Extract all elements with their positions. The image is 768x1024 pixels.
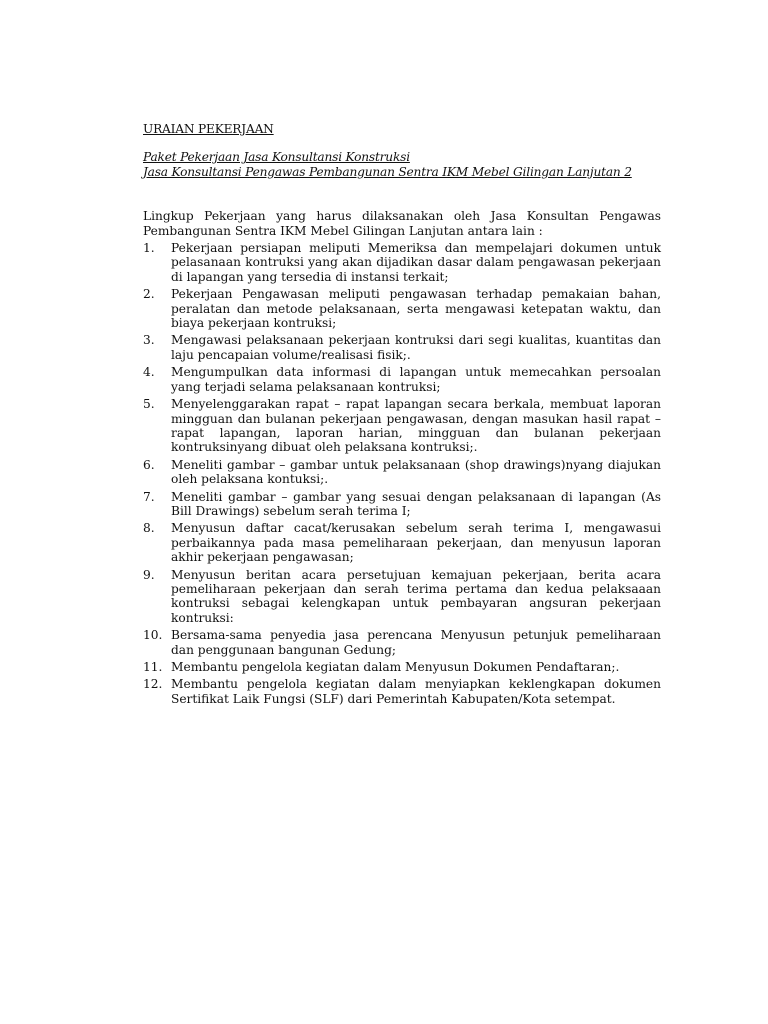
- item-text: Pekerjaan Pengawasan meliputi pengawasan terhadap pemakaian bahan, peralatan dan metode pelaksanaan, serta mengawasi ketepatan waktu, dan biaya pekerjaan kontruksi;: [171, 287, 661, 331]
- item-text: Bersama-sama penyedia jasa perencana Menyusun petunjuk pemeliharaan dan penggunaan bangunan Gedung;: [171, 628, 661, 657]
- list-item: [143, 677, 661, 706]
- item-number: 9.: [143, 567, 155, 582]
- intro-paragraph: Lingkup Pekerjaan yang harus dilaksanakan oleh Jasa Konsultan Pengawas Pembangunan Sentra IKM Mebel Gilingan Lanjutan antara lain :: [143, 209, 661, 238]
- list-item: [143, 490, 661, 519]
- list-item: [143, 241, 661, 284]
- item-text: Pekerjaan persiapan meliputi Memeriksa dan mempelajari dokumen untuk pelasanaan kontruksi yang akan dijadikan dasar dalam pengawasan pekerjaan di lapangan yang tersedia di instansi terkait;: [171, 241, 661, 284]
- item-text: Membantu pengelola kegiatan dalam menyiapkan keklengkapan dokumen Sertifikat Laik Fungsi (SLF) dari Pemerintah Kabupaten/Kota setempat.: [171, 677, 661, 706]
- item-text: Menyelenggarakan rapat – rapat lapangan secara berkala, membuat laporan mingguan dan bulanan pekerjaan pengawasan, dengan masukan hasil rapat – rapat lapangan, laporan harian, mingguan dan bulanan pekerjaan kontruksinyang dibuat oleh pelaksana kontruksi;.: [171, 397, 661, 455]
- list-item: [143, 568, 661, 626]
- list-item: [143, 333, 661, 362]
- item-text: Membantu pengelola kegiatan dalam Menyusun Dokumen Pendaftaran;.: [171, 660, 620, 674]
- subtitle-block: [143, 150, 661, 179]
- item-text: Mengawasi pelaksanaan pekerjaan kontruksi dari segi kualitas, kuantitas dan laju pencapaian volume/realisasi fisik;.: [171, 333, 661, 362]
- item-number: 1.: [143, 241, 155, 256]
- list-item: [143, 287, 661, 330]
- item-number: 4.: [143, 365, 155, 380]
- list-item: [143, 458, 661, 487]
- item-number: 10.: [143, 628, 163, 643]
- item-number: 3.: [143, 333, 155, 348]
- item-number: 11.: [143, 660, 163, 674]
- document-heading: URAIAN PEKERJAAN: [143, 122, 274, 136]
- task-list: [143, 241, 661, 706]
- item-text: Menyusun daftar cacat/kerusakan sebelum serah terima I, mengawasui perbaikannya pada masa pemeliharaan pekerjaan, dan menyusun laporan akhir pekerjaan pengawasan;: [171, 521, 661, 565]
- list-item: [143, 365, 661, 394]
- item-number: 7.: [143, 489, 155, 504]
- list-item: [143, 397, 661, 455]
- list-item: [143, 628, 661, 657]
- list-item: [143, 660, 661, 674]
- item-number: 2.: [143, 287, 155, 302]
- document-body: [143, 122, 661, 706]
- item-number: 12.: [143, 677, 163, 692]
- item-number: 6.: [143, 457, 155, 472]
- list-item: [143, 521, 661, 564]
- item-text: Meneliti gambar – gambar untuk pelaksanaan (shop drawings)nyang diajukan oleh pelaksana kontuksi;.: [171, 457, 661, 487]
- item-text: Meneliti gambar – gambar yang sesuai dengan pelaksanaan di lapangan (As Bill Drawings) sebelum serah terima I;: [171, 489, 661, 518]
- service-title: Jasa Konsultansi Pengawas Pembangunan Sentra IKM Mebel Gilingan Lanjutan 2: [143, 164, 632, 179]
- item-text: Mengumpulkan data informasi di lapangan untuk memecahkan persoalan yang terjadi selama pelaksanaan kontruksi;: [171, 365, 661, 394]
- package-title: Paket Pekerjaan Jasa Konsultansi Konstruksi: [143, 150, 410, 165]
- item-text: Menyusun beritan acara persetujuan kemajuan pekerjaan, berita acara pemeliharaan pekerjaan dan serah terima pertama dan kedua pelaksaaan kontruksi sebagai kelengkapan untuk pembayaran angsuran pekerjaan kontruksi:: [171, 567, 661, 625]
- item-number: 5.: [143, 397, 155, 412]
- item-number: 8.: [143, 521, 155, 536]
